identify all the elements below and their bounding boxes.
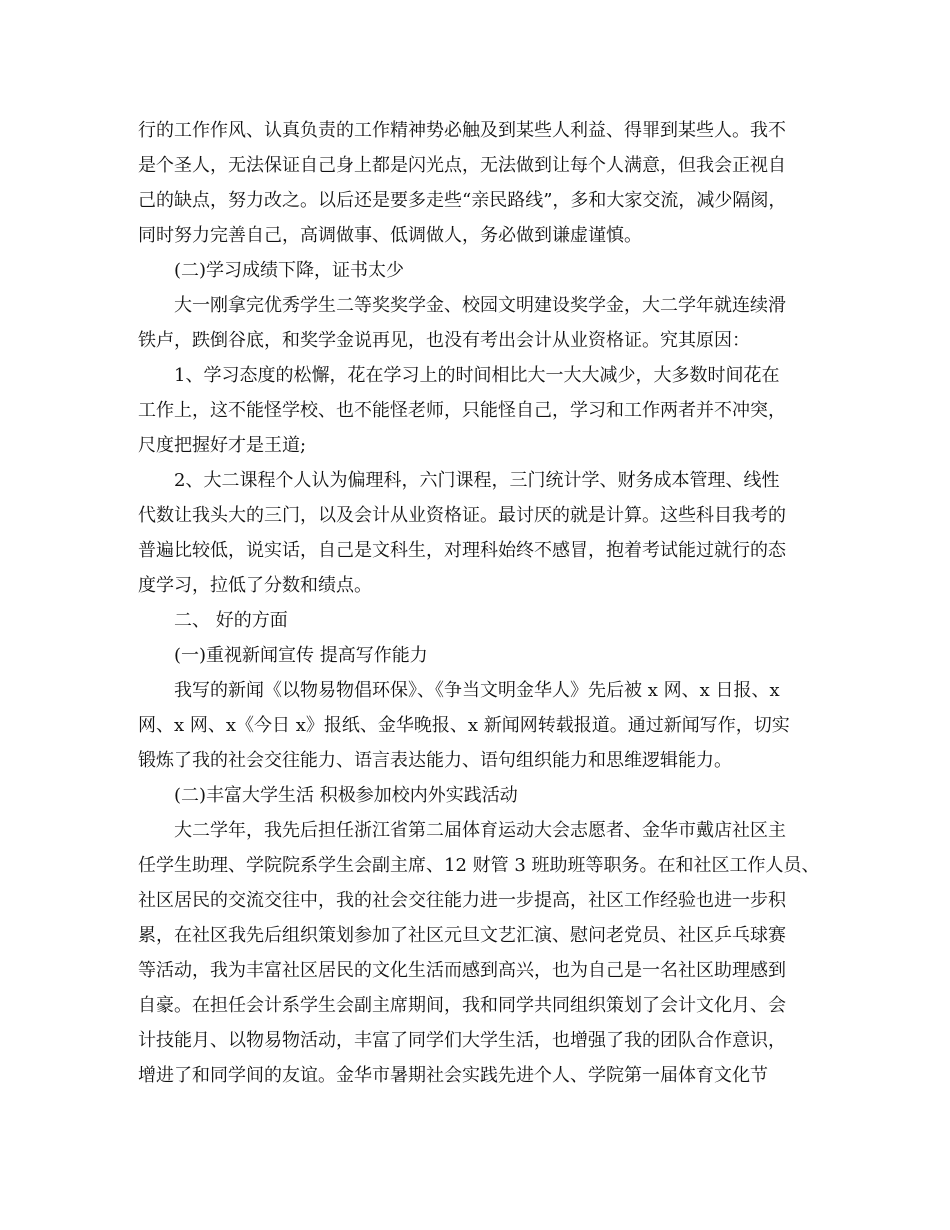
- text-line: 等活动，我为丰富社区居民的文化生活而感到高兴，也为自己是一名社区助理感到: [138, 960, 786, 981]
- text-line: 社区居民的交流交往中，我的社会交往能力进一步提高，社区工作经验也进一步积: [138, 890, 786, 911]
- text-line: 2、大二课程个人认为偏理科，六门课程，三门统计学、财务成本管理、线性: [174, 470, 780, 491]
- text-line: 是个圣人，无法保证自己身上都是闪光点，无法做到让每个人满意，但我会正视自: [138, 155, 786, 176]
- text-line: 铁卢，跌倒谷底，和奖学金说再见，也没有考出会计从业资格证。究其原因：: [138, 330, 750, 351]
- text-line: 锻炼了我的社会交往能力、语言表达能力、语句组织能力和思维逻辑能力。: [138, 750, 732, 771]
- text-line: 累，在社区我先后组织策划参加了社区元旦文艺汇演、慰问老党员、社区乒乓球赛: [138, 925, 786, 946]
- section-heading: (二)学习成绩下降，证书太少: [174, 260, 405, 281]
- section-heading: 二、 好的方面: [174, 610, 288, 631]
- text-line: 我写的新闻《以物易物倡环保》、《争当文明金华人》先后被 x 网、x 日报、x: [174, 680, 780, 701]
- text-line: 增进了和同学间的友谊。金华市暑期社会实践先进个人、学院第一届体育文化节: [138, 1065, 768, 1086]
- text-line: 工作上，这不能怪学校、也不能怪老师，只能怪自己，学习和工作两者并不冲突，: [138, 400, 786, 421]
- text-line: 任学生助理、学院院系学生会副主席、12 财管 3 班助班等职务。在和社区工作人员、: [138, 855, 820, 876]
- text-line: 网、x 网、x《今日 x》报纸、金华晚报、x 新闻网转载报道。通过新闻写作，切实: [138, 715, 790, 736]
- subsection-heading: (二)丰富大学生活 积极参加校内外实践活动: [174, 785, 518, 806]
- text-line: 行的工作作风、认真负责的工作精神势必触及到某些人利益、得罪到某些人。我不: [138, 120, 786, 141]
- text-line: 计技能月、以物易物活动，丰富了同学们大学生活，也增强了我的团队合作意识，: [138, 1030, 786, 1051]
- text-line: 大二学年，我先后担任浙江省第二届体育运动大会志愿者、金华市戴店社区主: [174, 820, 786, 841]
- text-line: 度学习，拉低了分数和绩点。: [138, 575, 372, 596]
- subsection-heading: (一)重视新闻宣传 提高写作能力: [174, 645, 428, 666]
- text-line: 自豪。在担任会计系学生会副主席期间，我和同学共同组织策划了会计文化月、会: [138, 995, 786, 1016]
- text-line: 同时努力完善自己，高调做事、低调做人，务必做到谦虚谨慎。: [138, 225, 642, 246]
- text-line: 己的缺点，努力改之。以后还是要多走些“亲民路线”，多和大家交流，减少隔阂，: [138, 190, 787, 211]
- text-line: 尺度把握好才是王道;: [138, 435, 307, 456]
- text-line: 普遍比较低，说实话，自己是文科生，对理科始终不感冒，抱着考试能过就行的态: [138, 540, 786, 561]
- text-line: 大一刚拿完优秀学生二等奖奖学金、校园文明建设奖学金，大二学年就连续滑: [174, 295, 786, 316]
- text-line: 代数让我头大的三门，以及会计从业资格证。最讨厌的就是计算。这些科目我考的: [138, 505, 786, 526]
- text-line: 1、学习态度的松懈，花在学习上的时间相比大一大大减少，大多数时间花在: [174, 365, 780, 386]
